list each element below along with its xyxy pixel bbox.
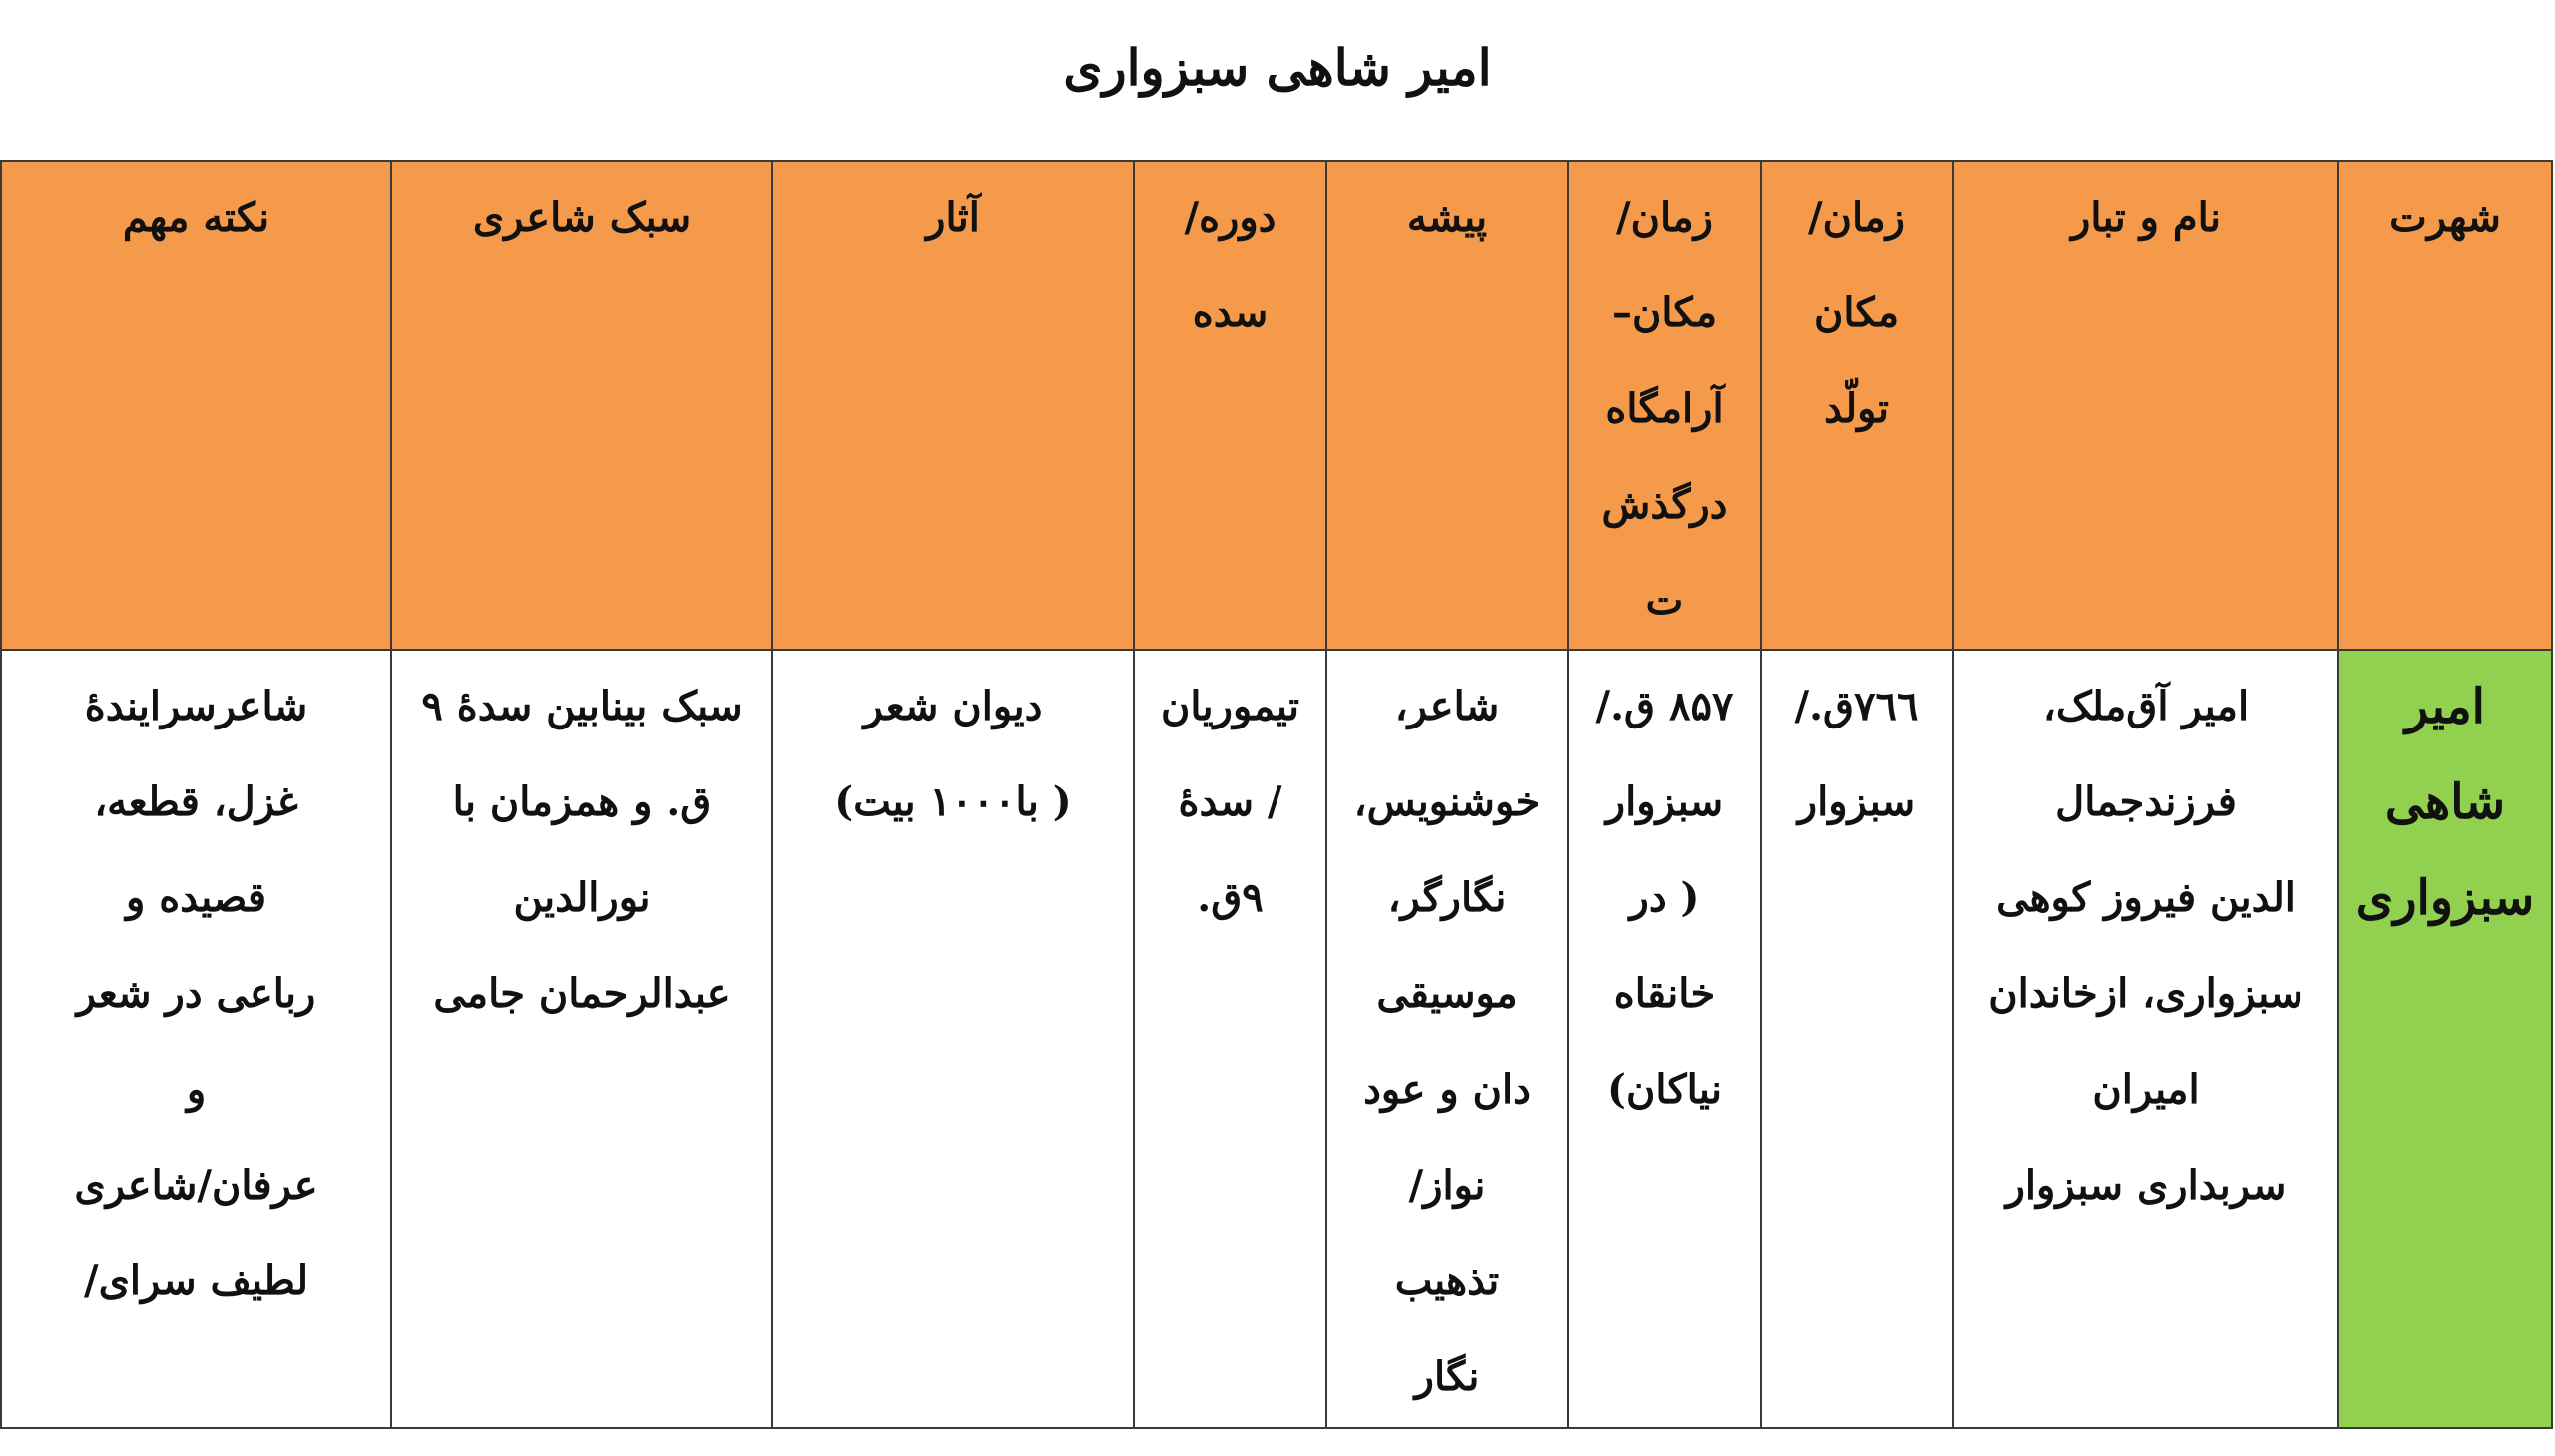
cell-works: دیوان شعر ( با۱۰۰۰ بیت) <box>772 650 1134 1428</box>
header-note: نکته مهم <box>1 161 391 650</box>
header-era: دوره/ سده <box>1134 161 1326 650</box>
header-profession: پیشه <box>1326 161 1568 650</box>
header-style: سبک شاعری <box>391 161 772 650</box>
cell-era: تیموریان / سدۀ ۹ق. <box>1134 650 1326 1428</box>
header-fame: شهرت <box>2338 161 2552 650</box>
cell-birth: ۷٦٦ق./ سبزوار <box>1761 650 1953 1428</box>
cell-profession: شاعر، خوشنویس، نگارگر، موسیقی دان و عود نواز/ تذهیب نگار <box>1326 650 1568 1428</box>
header-birth: زمان/ مکان تولّد <box>1761 161 1953 650</box>
header-name-lineage: نام و تبار <box>1953 161 2338 650</box>
cell-fame: امیر شاهی سبزواری <box>2338 650 2552 1428</box>
cell-death: ۸۵۷ ق./ سبزوار ( در خانقاه نیاکان) <box>1568 650 1761 1428</box>
cell-note: شاعرسرایندۀ غزل، قطعه، قصیده و رباعی در شعر و عرفان/شاعری لطیف سرای/ <box>1 650 391 1428</box>
page-title: امیر شاهی سبزواری <box>1063 38 1492 97</box>
header-works: آثار <box>772 161 1134 650</box>
cell-style: سبک بینابین سدۀ ۹ ق. و همزمان با نورالدین عبدالرحمان جامی <box>391 650 772 1428</box>
cell-name-lineage: امیر آق‌ملک، فرزندجمال الدین فیروز کوهی سبزواری، ازخاندان امیران سربداری سبزوار <box>1953 650 2338 1428</box>
table-row <box>1 650 2552 1428</box>
biography-table <box>0 160 2553 1429</box>
table-header-row <box>1 161 2552 650</box>
header-death: زمان/ مکان– آرامگاه درگذش ت <box>1568 161 1761 650</box>
